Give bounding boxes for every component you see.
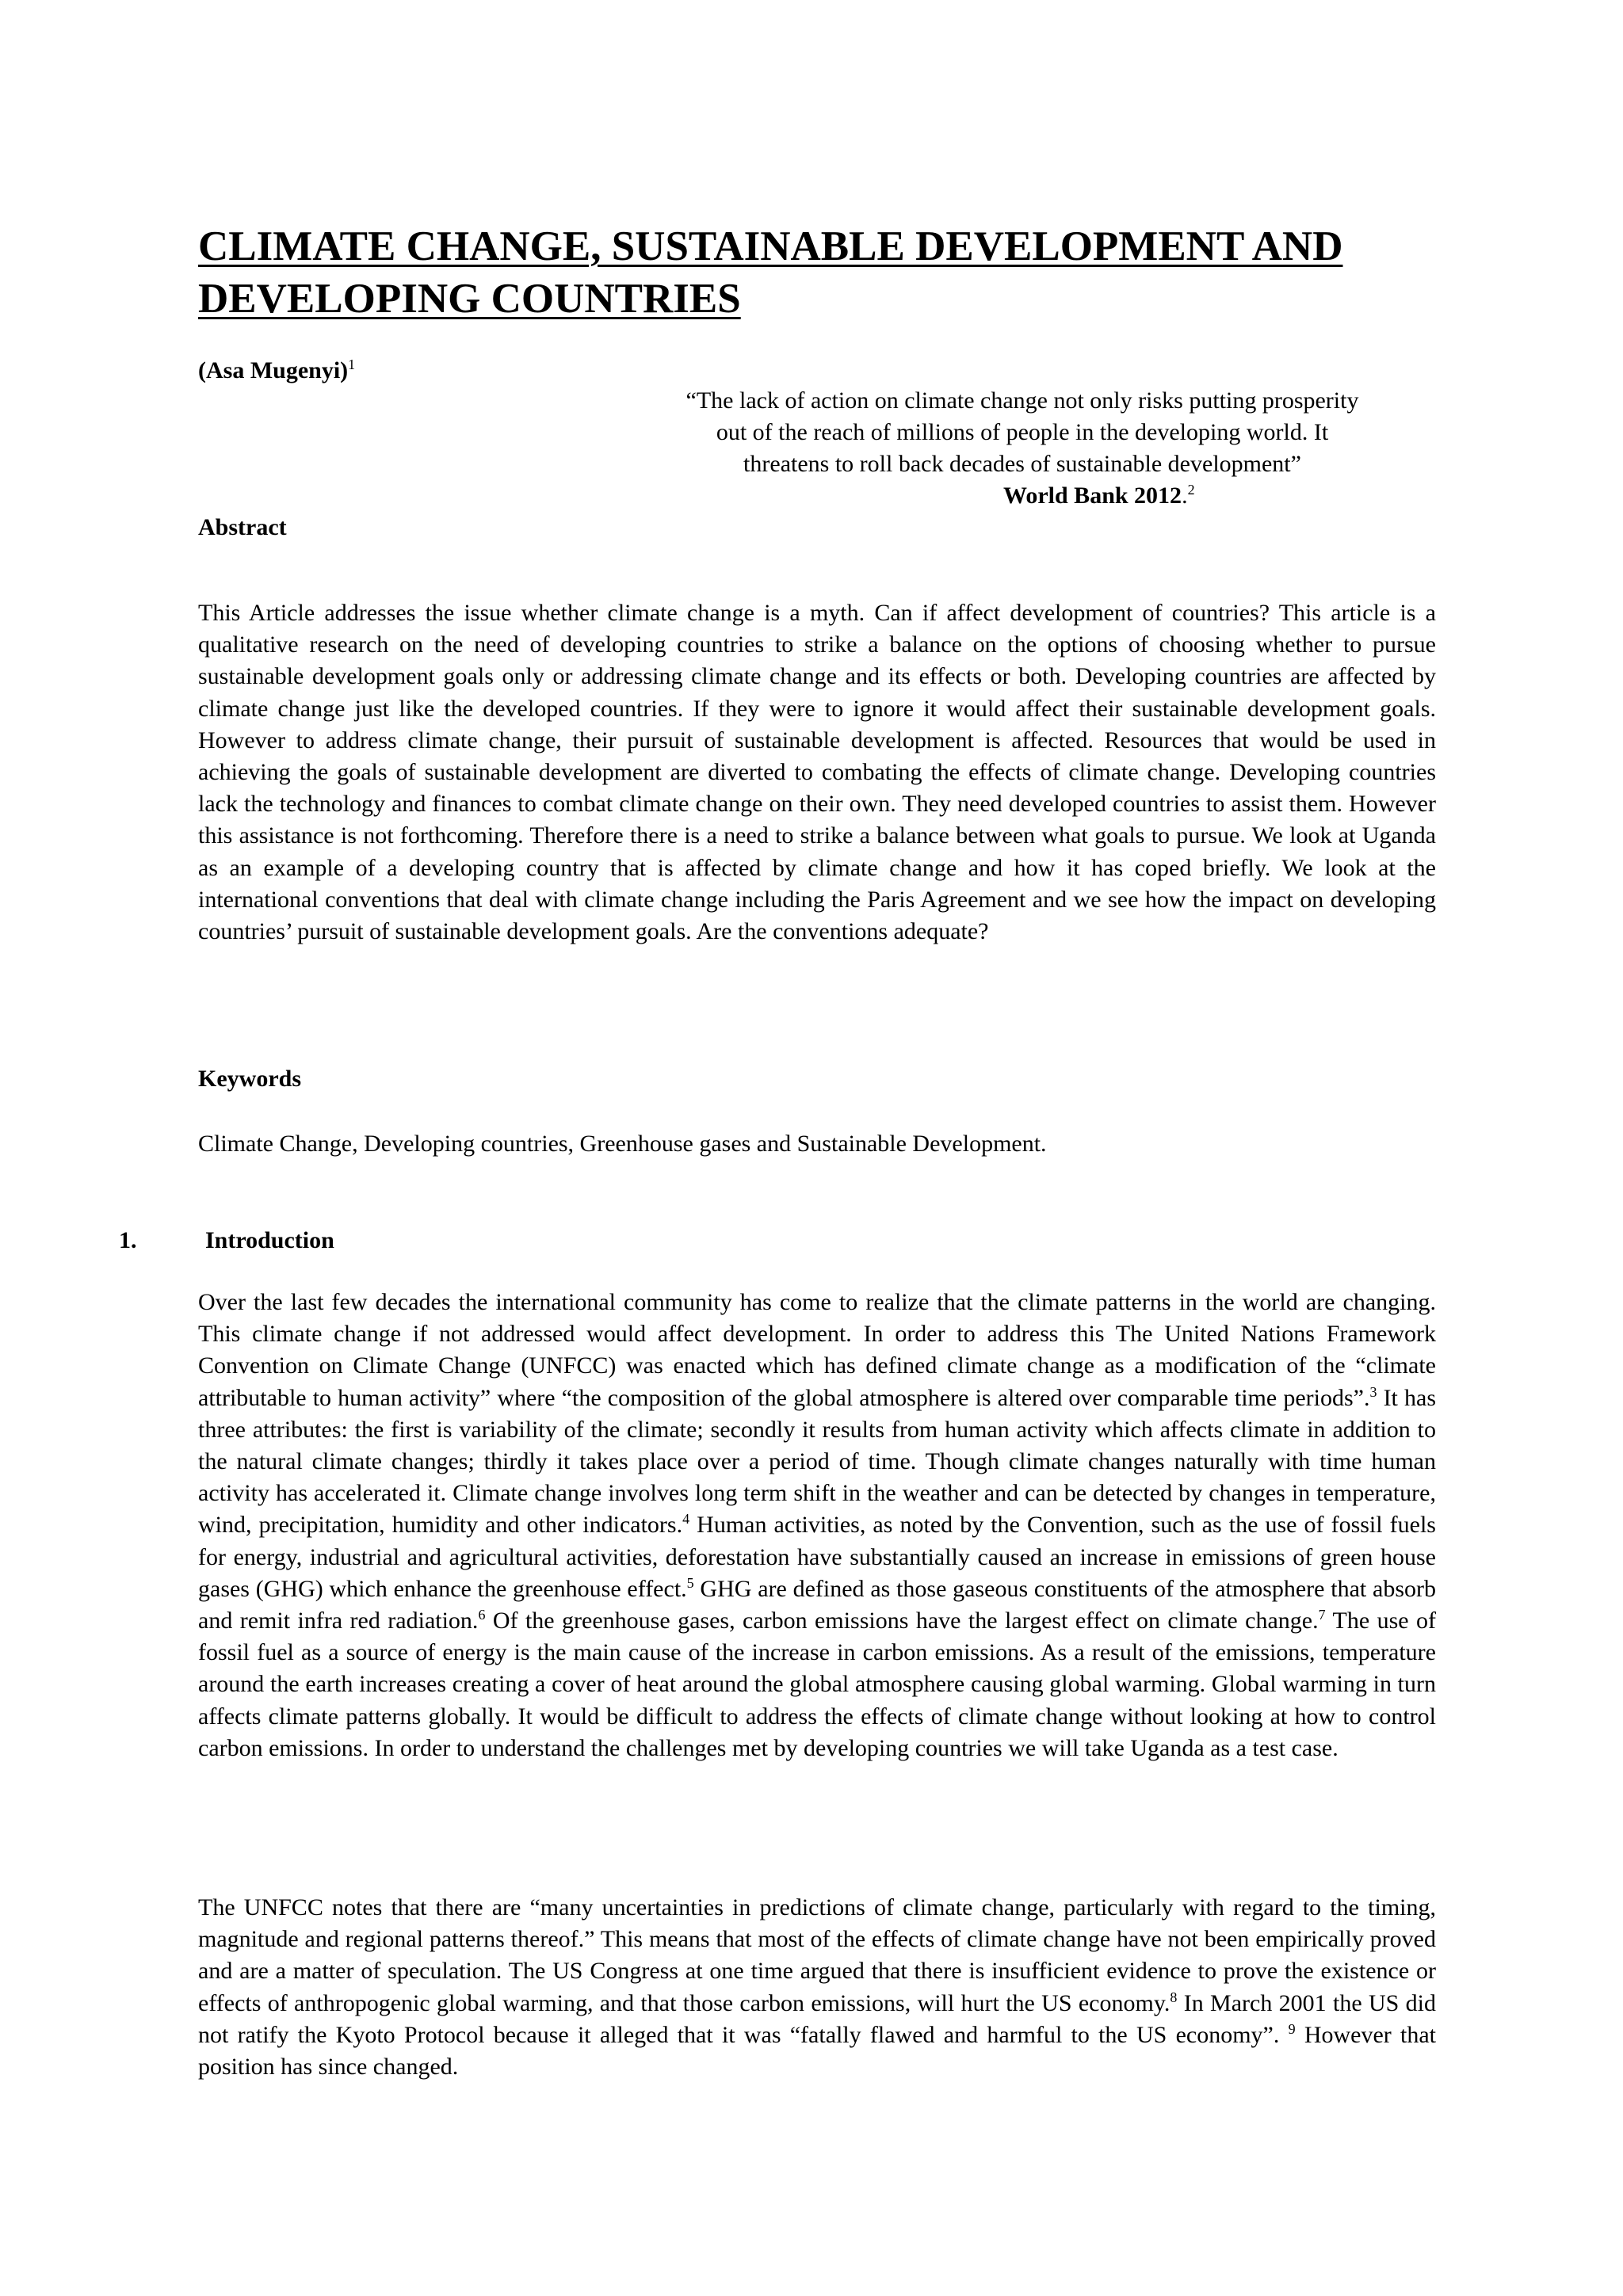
text-run: Over the last few decades the international community has come to realize that the climate patterns in the world are changing. This climate change if not addressed would affect development. In order to address this The United Nations Framework Convention on Climate Change (UNFCC) was enacted which has defined climate change as a modification of the “climate attributable to human activity” where “the composition of the global atmosphere is altered over comparable time periods”. [198,1289,1436,1411]
text-run: Of the greenhouse gases, carbon emissions have the largest effect on climate change. [485,1608,1319,1634]
abstract-heading: Abstract [198,514,287,540]
section-number: 1. [119,1227,137,1253]
footnote-ref[interactable]: 5 [686,1574,694,1591]
text-run: The use of fossil fuel as a source of energy is the main cause of the increase in carbon emissions. As a result of the emissions, temperature around the earth increases creating a cover of heat around the global atmosphere causing global warming. Global warming in turn affects climate patterns globally. It would be difficult to address the effects of climate change without looking at how to control carbon emissions. In order to understand the challenges met by developing countries we will take Uganda as a test case. [198,1608,1436,1761]
abstract-paragraph: This Article addresses the issue whether climate change is a myth. Can if affect development of countries? This article is a qualitative research on the need of developing countries to strike a balance on the options of choosing whether to pursue sustainable development goals only or addressing climate change and its effects or both. Developing countries are affected by climate change just like the developed countries. If they were to ignore it would affect their sustainable development goals. However to address climate change, their pursuit of sustainable development is affected. Resources that would be used in achieving the goals of sustainable development are diverted to combating the effects of climate change. Developing countries lack the technology and finances to combat climate change on their own. They need developed countries to assist them. However this assistance is not forthcoming. Therefore there is a need to strike a balance between what goals to pursue. We look at Uganda as an example of a developing country that is affected by climate change and how it has coped briefly. We look at the international conventions that deal with climate change including the Paris Agreement and we see how the impact on developing countries’ pursuit of sustainable development goals. Are the conventions adequate? [198,600,1436,945]
author-line [198,355,355,387]
epigraph-footnote-ref[interactable]: 2 [1187,482,1195,498]
epigraph-source-text: World Bank 2012 [1003,482,1182,509]
epigraph-source-punct: . [1182,482,1188,509]
keywords-heading: Keywords [198,1066,301,1092]
author-name: (Asa Mugenyi) [198,357,349,383]
footnote-ref[interactable]: 7 [1318,1607,1326,1623]
keywords-text: Climate Change, Developing countries, Greenhouse gases and Sustainable Development. [198,1131,1047,1157]
footnote-ref[interactable]: 4 [682,1511,690,1527]
text-run: Human activities, as noted by the Convention, such as the use of fossil fuels for energy, industrial and agricultural activities, deforestation have substantially caused an increase in emissions of green house gases (GHG) which enhance the greenhouse effect. [198,1512,1436,1602]
footnote-ref[interactable]: 8 [1170,1989,1178,2005]
epigraph-line: out of the reach of millions of people in the developing world. It [716,419,1329,445]
epigraph-source [1003,480,1195,512]
text-run: The UNFCC notes that there are “many uncertainties in predictions of climate change, particularly with regard to the timing, magnitude and regional patterns thereof.” This means that most of the effects of climate change have not been empirically proved and are a matter of speculation. The US Congress at one time argued that there is insufficient evidence to prove the existence or effects of anthropogenic global warming, and that those carbon emissions, will hurt the US economy. [198,1894,1436,2016]
epigraph-line: “The lack of action on climate change not only risks putting prosperity [685,387,1359,414]
introduction-paragraph-1 [198,1287,1436,1764]
text-run: In March 2001 the US did not ratify the Kyoto Protocol because it alleged that it was “fatally flawed and harmful to the US economy”. [198,1989,1436,2048]
text-run: However that position has since changed. [198,2021,1437,2081]
author-footnote-ref[interactable]: 1 [348,357,356,372]
document-title: CLIMATE CHANGE, SUSTAINABLE DEVELOPMENT AND DEVELOPING COUNTRIES [198,223,1343,322]
epigraph-quote [602,385,1442,480]
text-run: GHG are defined as those gaseous constituents of the atmosphere that absorb and remit infra red radiation. [198,1575,1437,1634]
footnote-ref[interactable]: 9 [1288,2020,1296,2037]
introduction-paragraph-2 [198,1892,1436,2083]
text-run: It has three attributes: the first is variability of the climate; secondly it results from human activity which affects climate in addition to the natural climate changes; thirdly it takes place over a period of time. Though climate changes naturally with time human activity has accelerated it. Climate change involves long term shift in the weather and can be detected by changes in temperature, wind, precipitation, humidity and other indicators. [198,1384,1436,1539]
introduction-heading: Introduction [205,1227,334,1253]
epigraph-line: threatens to roll back decades of sustainable development” [743,451,1301,477]
footnote-ref[interactable]: 3 [1369,1383,1377,1400]
footnote-ref[interactable]: 6 [478,1607,486,1623]
